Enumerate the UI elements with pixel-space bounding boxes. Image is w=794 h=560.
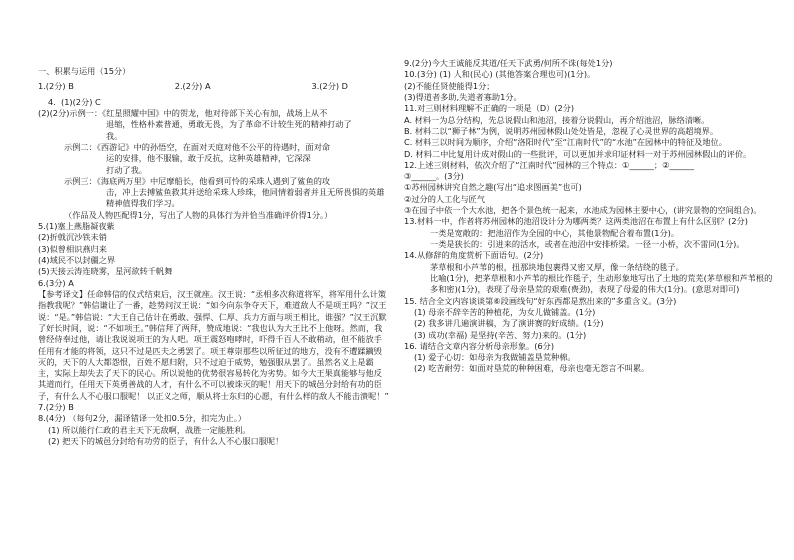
answer-q15 bbox=[404, 296, 774, 341]
section-title: 一、积累与运用（15分） bbox=[38, 66, 131, 76]
q6-translation: 【参考译文】任命韩信的仪式结束后，汉王就座。汉王说：“丞相多次称道将军，将军用什么计策指教我呢？”韩信谦让了一番，趁势问汉王说：“如今向东争夺天下，难道敌人不是项王吗？”汉王说：“是。”韩信说：“大王自己估计在勇敢、强悍、仁厚、兵力方面与项王相比，谁强？”汉王沉默了好长时间，说：“不如项王。”韩信拜了两拜，赞成地说：“我也认为大王比不上他呀。然而，我曾经侍奉过他，请让我说说项王的为人吧。项王震怒咆哮时，吓得千百人不敢稍动，但不能放手任用有才能的将领，这只不过是匹夫之勇罢了。项王尊崇那些以所征过的地方，没有不遭蹂躏毁灭的，天下的人大都怨恨，百姓不愿归附，只不过迫于威势，勉强服从罢了。虽然名义上是霸主，实际上却失去了天下的民心。所以说他的优势很容易转化为劣势。如今大王果真能够与他反其道而行，任用天下英勇善战的人才，有什么不可以被诛灭的呢！用天下的城邑分封给有功的臣子，有什么人不心服口服呢！ 以正义之师，顺从将士东归的心愿，有什么样的敌人不能击溃呢！” bbox=[38, 288, 389, 401]
q5-line: (4)域民不以封疆之界 bbox=[38, 255, 116, 265]
q14-line: 14.从修辞的角度赏析下面语句。(2分) bbox=[404, 250, 544, 261]
q12-line: ②过分的人工化与匠气 bbox=[404, 193, 486, 204]
q4-line: 示例三：《海底两万里》中尼摩船长，他看到可怜的采珠人遇到了鲨鱼的攻 bbox=[64, 175, 331, 186]
q13-line: 一类是狭长的：引进来的活水，或者在池沼中安排桥梁。一径一小桥，次不雷同(1分)。 bbox=[430, 239, 745, 249]
answer-q11 bbox=[404, 103, 774, 160]
q14-line: 茅草根和小芦苇的根，扭那块地包裹得又密又厚，像一条结绕的毯子。 bbox=[430, 261, 684, 272]
q10-line: (2)不能任贤使能得1分； bbox=[404, 80, 495, 91]
q10-line: 10.(3分) (1) 人和(民心) (其他答案合理也可)(1分)。 bbox=[404, 69, 596, 80]
q10-line: (3)得道者多助,失道者寡助1分。 bbox=[404, 91, 522, 102]
q8-line: (2) 把天下的城邑分封给有功劳的臣子，有什么人不心服口服呢！ bbox=[48, 436, 284, 446]
q11-line: 11.对三则材料理解不正确的一项是（D）(2分) bbox=[404, 103, 575, 114]
q4-scoring-note: （作品及人物匹配得1分，写出了人物的具体行为并恰当准确评价得1分。） bbox=[64, 209, 333, 220]
q8-line: 8.(4分) （每句2分，漏译错译一处扣0.5分，扣完为止。） bbox=[38, 413, 247, 424]
q11-option: C. 材料三以时间为顺序，介绍“洛阳时代”至“江南时代”的“水池”在园林中的特征及地位。 bbox=[404, 137, 727, 148]
q15-line: (1) 母亲不辞辛苦的种植花，为女儿做铺盖。(1分) bbox=[414, 306, 596, 317]
q4-line: 示例二：《西游记》中的孙悟空，在面对天庭对他不公平的待遇时，面对命 bbox=[64, 141, 331, 152]
q4-line: (2)(2分)示例一：《红星照耀中国》中的贺龙，他对待部下关心有加，战场上从不 bbox=[38, 107, 328, 118]
q16-line: 16. 请结合文章内容分析母亲形象。(6分) bbox=[404, 340, 555, 351]
answer-q1: 1.(2分) B bbox=[38, 81, 74, 92]
answer-q8 bbox=[38, 413, 390, 447]
q5-line: (5)天接云涛连晓雾，星河欲转千帆舞 bbox=[38, 266, 173, 277]
q15-line: (3) 成功(幸福) 是坚持(辛苦、努力)来的。(1分) bbox=[414, 329, 587, 340]
answer-q16 bbox=[404, 341, 774, 375]
q14-line: 比喻(1分)，把茅草根和小芦苇的根比作毯子，生动形象地写出了土地的荒芜(茅草根和芦苇根的多和密)(1分)，表现了母亲垦荒的艰难(费劲)，表现了母爱的伟大(1分)。(意思对即可) bbox=[430, 272, 773, 295]
q16-line: (2) 吃苦耐劳：如面对垦荒的种种困难，母亲也毫无怨言不叫累。 bbox=[414, 363, 650, 374]
answer-q7: 7.(2分) B bbox=[38, 402, 74, 413]
q12-line: ③______。(3分) bbox=[404, 171, 464, 182]
right-column bbox=[404, 58, 774, 375]
answer-q2: 2.(2分) A bbox=[174, 81, 211, 92]
q13-line: 13.材料一中，作者将苏州园林的池沼设计分为哪两类？这两类池沼在布置上有什么区别？(2分) bbox=[404, 216, 748, 227]
q11-option: A. 材料一为总分结构，先总说假山和池沼，接着分说假山，再介绍池沼，脉络清晰。 bbox=[404, 114, 710, 125]
q8-line: (1) 所以能行仁政的君主天下无敌啊，战胜一定能胜利。 bbox=[48, 424, 251, 435]
q16-line: (1) 爱子心切：如母亲为我做铺盖垦荒种棉。 bbox=[414, 352, 576, 363]
q4-line: 打动了我。 bbox=[106, 164, 147, 175]
answers-1-3 bbox=[38, 81, 348, 92]
q11-option: B. 材料二以“狮子林”为例，说明苏州园林假山处处皆是，忽视了心灵世界的高超境界。 bbox=[404, 125, 719, 136]
q12-line: 12.上述三则材料，依次介绍了“江南时代”园林的三个特点：①______；②______ bbox=[404, 159, 694, 170]
answer-q6 bbox=[38, 278, 390, 402]
answer-q13 bbox=[404, 216, 774, 250]
q4-line: 运的安排，他不服输，敢于反抗，这种英雄精神，它深深 bbox=[106, 153, 311, 164]
q5-line: (3)似曾相识燕归来 bbox=[38, 243, 107, 254]
answer-q5 bbox=[38, 221, 390, 278]
q15-line: 15. 结合全文内容谈谈第⑥段画线句“好东西都是熬出来的”多重含义。(3分) bbox=[404, 295, 677, 306]
answer-q3: 3.(2分) D bbox=[311, 81, 348, 92]
q12-line: ③在园子中依一个大水池，把各个景色统一起来，水池成为园林主要中心，(讲究景物的空间组合)。 bbox=[404, 205, 762, 216]
answer-q4 bbox=[38, 97, 390, 221]
q4-line: 击，冲上去搏鲨鱼救其并送给采珠人珍珠，他同情着弱者并且无所畏惧的英雄精神值得我们学习。 bbox=[106, 187, 385, 209]
left-column bbox=[38, 66, 390, 447]
answer-q14 bbox=[404, 250, 774, 295]
q4-line: 我。 bbox=[106, 130, 123, 141]
q5-line: 5.(1)塞上燕脂凝夜紫 bbox=[38, 221, 115, 232]
q11-option: D. 材料二中比复用计成对假山的一些批评，可以更加并求印证材料一对于苏州园林假山的评价。 bbox=[404, 148, 752, 159]
q4-line: 退缩，性格朴素普通，勇敢无畏，为了革命不计较生死的精神打动了 bbox=[106, 119, 352, 130]
q5-line: (2)折戟沉沙铁未销 bbox=[38, 232, 107, 243]
answer-q10 bbox=[404, 69, 774, 103]
q15-line: (2) 我多讲几遍演讲稿，为了演讲赛的好成绩。(1分) bbox=[414, 318, 604, 329]
answer-q9: 9.(2分)今大王诚能反其道/任天下武勇/何所不诛(每处1分) bbox=[404, 58, 613, 68]
q12-line: ①苏州园林讲究自然之趣(写出“追求图画美”也可) bbox=[404, 182, 582, 193]
q13-line: 一类是宽敞的：把池沼作为全园的中心，其他景物配合着布置(1分)。 bbox=[430, 227, 680, 238]
answer-q12 bbox=[404, 160, 774, 217]
q4-line: 4. (1)(2分) C bbox=[48, 96, 101, 107]
q6-answer: 6.(3分) A bbox=[38, 277, 74, 288]
